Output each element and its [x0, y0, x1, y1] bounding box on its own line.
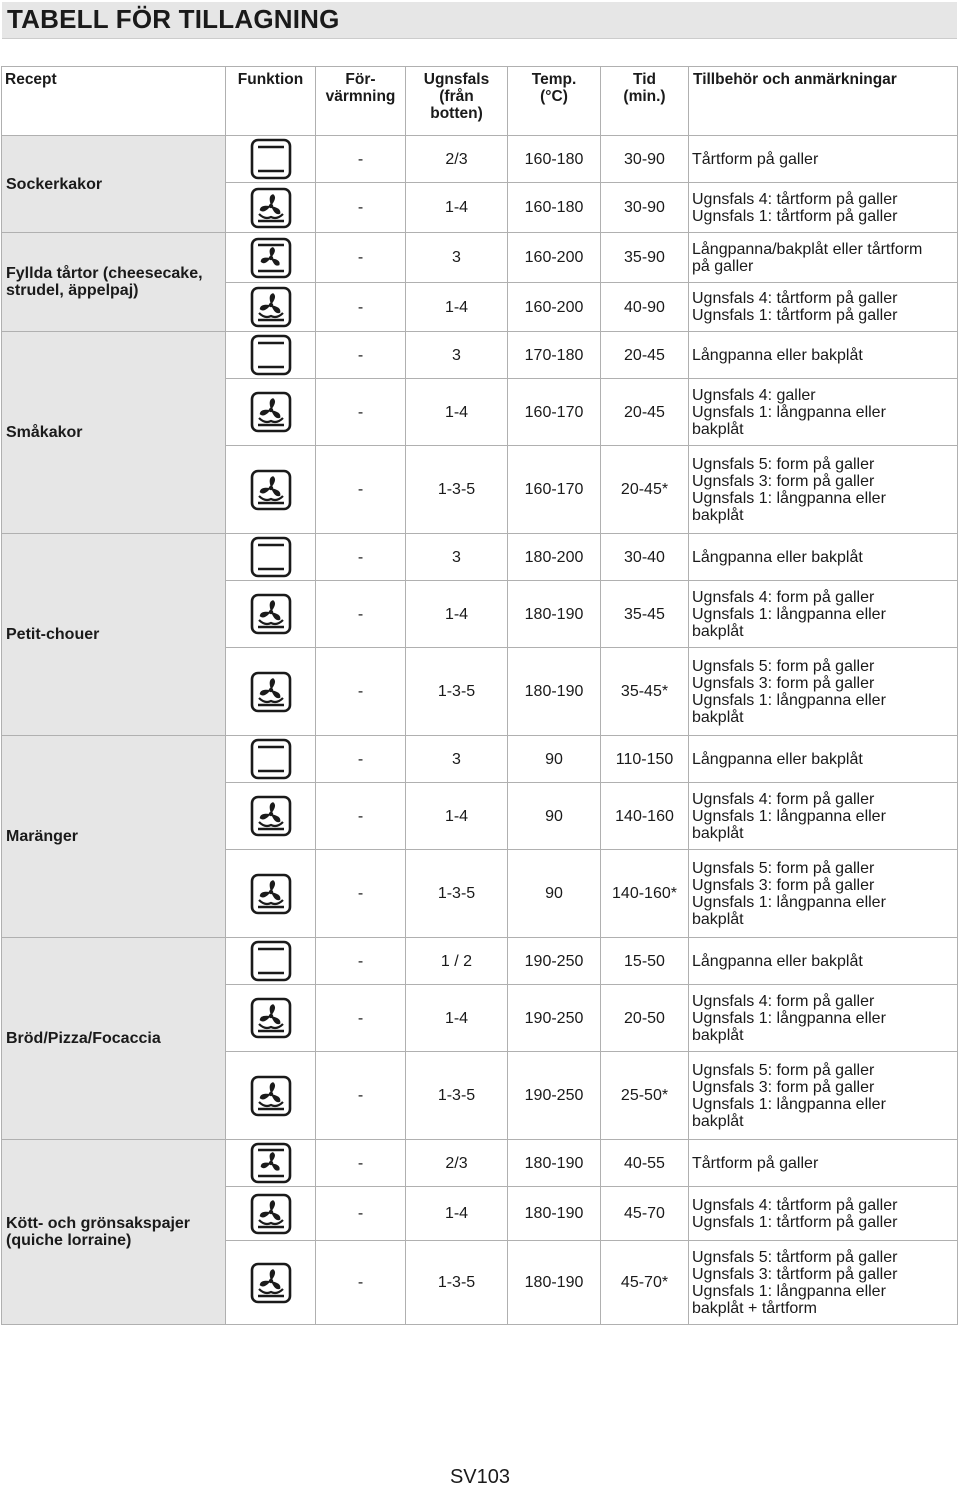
- recipe-name-line: Fyllda tårtor (cheesecake,: [6, 265, 203, 282]
- header-preheat-line: För-: [345, 71, 376, 88]
- temp-cell: 90: [508, 783, 601, 850]
- conventional-icon: [250, 940, 292, 982]
- notes-cell: [689, 136, 958, 183]
- header-preheat-line: värmning: [325, 88, 396, 105]
- preheat-cell: -: [316, 581, 406, 648]
- time-cell: 15-50: [601, 938, 689, 985]
- temp-cell: 180-190: [508, 1241, 601, 1325]
- preheat-cell: -: [316, 183, 406, 233]
- shelf-cell: 1-4: [406, 1187, 508, 1241]
- convection-icon: [250, 873, 292, 915]
- table-row: [2, 233, 958, 283]
- note-line: Ugnsfals 4: form på galler: [692, 992, 875, 1010]
- recipe-cell: [2, 1140, 226, 1325]
- function-cell: [226, 938, 316, 985]
- header-temp: [508, 67, 601, 136]
- conventional-icon: [250, 738, 292, 780]
- notes-cell: [689, 783, 958, 850]
- notes-cell: [689, 233, 958, 283]
- header-function: Funktion: [226, 67, 316, 136]
- shelf-cell: 1-4: [406, 581, 508, 648]
- recipe-cell: [2, 534, 226, 736]
- note-line: Ugnsfals 1: långpanna eller: [692, 807, 886, 825]
- time-cell: 20-50: [601, 985, 689, 1052]
- temp-cell: 190-250: [508, 1052, 601, 1140]
- convection-icon: [250, 671, 292, 713]
- header-preheat: [316, 67, 406, 136]
- note-line: bakplåt: [692, 824, 744, 842]
- recipe-cell: [2, 736, 226, 938]
- preheat-cell: -: [316, 648, 406, 736]
- notes-cell: [689, 850, 958, 938]
- function-cell: [226, 783, 316, 850]
- notes-cell: [689, 332, 958, 379]
- header-shelf-line: (från: [439, 88, 474, 105]
- temp-cell: 90: [508, 736, 601, 783]
- note-line: Ugnsfals 4: tårtform på galler: [692, 1196, 898, 1214]
- note-line: Ugnsfals 3: form på galler: [692, 674, 875, 692]
- note-line: Ugnsfals 3: form på galler: [692, 876, 875, 894]
- note-line: Långpanna eller bakplåt: [692, 750, 863, 768]
- preheat-cell: -: [316, 1241, 406, 1325]
- preheat-cell: -: [316, 1052, 406, 1140]
- recipe-name-line: Maränger: [6, 828, 79, 845]
- note-line: Ugnsfals 5: form på galler: [692, 455, 875, 473]
- note-line: Ugnsfals 1: långpanna eller: [692, 403, 886, 421]
- notes-cell: [689, 534, 958, 581]
- function-cell: [226, 183, 316, 233]
- notes-cell: [689, 648, 958, 736]
- time-cell: 140-160: [601, 783, 689, 850]
- note-line: bakplåt: [692, 622, 744, 640]
- notes-cell: [689, 183, 958, 233]
- preheat-cell: -: [316, 985, 406, 1052]
- title-bar: [2, 2, 957, 39]
- shelf-cell: 3: [406, 736, 508, 783]
- table-row: [2, 136, 958, 183]
- time-cell: 30-90: [601, 183, 689, 233]
- time-cell: 35-45*: [601, 648, 689, 736]
- note-line: Ugnsfals 1: långpanna eller: [692, 605, 886, 623]
- temp-cell: 160-200: [508, 233, 601, 283]
- header-row: [2, 67, 958, 136]
- convection-icon: [250, 795, 292, 837]
- shelf-cell: 1-3-5: [406, 1241, 508, 1325]
- function-cell: [226, 1187, 316, 1241]
- temp-cell: 160-170: [508, 379, 601, 446]
- note-line: bakplåt: [692, 1026, 744, 1044]
- preheat-cell: -: [316, 1187, 406, 1241]
- shelf-cell: 3: [406, 233, 508, 283]
- function-cell: [226, 534, 316, 581]
- preheat-cell: -: [316, 736, 406, 783]
- notes-cell: [689, 1052, 958, 1140]
- note-line: Långpanna/bakplåt eller tårtform: [692, 240, 923, 258]
- note-line: på galler: [692, 257, 754, 275]
- time-cell: 40-90: [601, 283, 689, 332]
- time-cell: 20-45: [601, 332, 689, 379]
- header-time-line: Tid: [633, 71, 656, 88]
- table-row: [2, 534, 958, 581]
- convection-icon: [250, 1262, 292, 1304]
- note-line: Tårtform på galler: [692, 150, 819, 168]
- function-cell: [226, 648, 316, 736]
- note-line: bakplåt: [692, 708, 744, 726]
- note-line: Ugnsfals 3: form på galler: [692, 1078, 875, 1096]
- cooking-table: [1, 66, 958, 1325]
- convection-icon: [250, 187, 292, 229]
- note-line: Ugnsfals 1: långpanna eller: [692, 1095, 886, 1113]
- recipe-name-line: Sockerkakor: [6, 175, 103, 193]
- notes-cell: [689, 938, 958, 985]
- notes-cell: [689, 283, 958, 332]
- recipe-name-line: strudel, äppelpaj): [6, 282, 139, 299]
- temp-cell: 180-190: [508, 1187, 601, 1241]
- note-line: Ugnsfals 1: långpanna eller: [692, 1282, 886, 1300]
- note-line: Ugnsfals 3: tårtform på galler: [692, 1265, 898, 1283]
- note-line: Ugnsfals 1: tårtform på galler: [692, 1213, 898, 1231]
- header-temp-line: Temp.: [531, 71, 577, 88]
- notes-cell: [689, 1241, 958, 1325]
- page-number: SV103: [449, 1466, 511, 1488]
- note-line: Långpanna eller bakplåt: [692, 548, 863, 566]
- note-line: Ugnsfals 4: galler: [692, 386, 816, 404]
- shelf-cell: 1-3-5: [406, 1052, 508, 1140]
- convection-icon: [250, 593, 292, 635]
- recipe-name-line: Kött- och grönsakspajer: [6, 1215, 191, 1232]
- header-time-line: (min.): [623, 88, 666, 105]
- shelf-cell: 3: [406, 534, 508, 581]
- function-cell: [226, 332, 316, 379]
- temp-cell: 180-190: [508, 648, 601, 736]
- recipe-name-line: Petit-chouer: [6, 626, 100, 643]
- note-line: Tårtform på galler: [692, 1154, 819, 1172]
- function-cell: [226, 446, 316, 534]
- temp-cell: 180-190: [508, 1140, 601, 1187]
- temp-cell: 90: [508, 850, 601, 938]
- time-cell: 45-70: [601, 1187, 689, 1241]
- shelf-cell: 1-3-5: [406, 648, 508, 736]
- function-cell: [226, 736, 316, 783]
- preheat-cell: -: [316, 233, 406, 283]
- preheat-cell: -: [316, 379, 406, 446]
- shelf-cell: 1-4: [406, 783, 508, 850]
- conventional-icon: [250, 334, 292, 376]
- temp-cell: 190-250: [508, 985, 601, 1052]
- table-row: [2, 938, 958, 985]
- recipe-name-line: Bröd/Pizza/Focaccia: [6, 1030, 161, 1047]
- conventional-icon: [250, 138, 292, 180]
- note-line: bakplåt: [692, 420, 744, 438]
- header-shelf-line: botten): [430, 105, 483, 122]
- notes-cell: [689, 1140, 958, 1187]
- header-time: [601, 67, 689, 136]
- function-cell: [226, 136, 316, 183]
- preheat-cell: -: [316, 534, 406, 581]
- header-shelf-line: Ugnsfals: [423, 71, 490, 88]
- note-line: Ugnsfals 1: tårtform på galler: [692, 207, 898, 225]
- time-cell: 30-90: [601, 136, 689, 183]
- temp-cell: 190-250: [508, 938, 601, 985]
- header-recipe: Recept: [2, 67, 226, 136]
- time-cell: 40-55: [601, 1140, 689, 1187]
- notes-cell: [689, 446, 958, 534]
- recipe-name-line: (quiche lorraine): [6, 1232, 132, 1249]
- time-cell: 20-45*: [601, 446, 689, 534]
- time-cell: 30-40: [601, 534, 689, 581]
- note-line: bakplåt + tårtform: [692, 1299, 817, 1317]
- shelf-cell: 2/3: [406, 136, 508, 183]
- fan-top-bottom-icon: [250, 237, 292, 279]
- header-shelf: [406, 67, 508, 136]
- notes-cell: [689, 736, 958, 783]
- preheat-cell: -: [316, 332, 406, 379]
- function-cell: [226, 581, 316, 648]
- preheat-cell: -: [316, 938, 406, 985]
- recipe-name-line: Småkakor: [6, 424, 83, 441]
- header-notes: Tillbehör och anmärkningar: [689, 67, 958, 136]
- note-line: Ugnsfals 1: långpanna eller: [692, 1009, 886, 1027]
- function-cell: [226, 1140, 316, 1187]
- note-line: Ugnsfals 1: långpanna eller: [692, 489, 886, 507]
- shelf-cell: 1-4: [406, 183, 508, 233]
- shelf-cell: 1-3-5: [406, 850, 508, 938]
- convection-icon: [250, 1193, 292, 1235]
- conventional-icon: [250, 536, 292, 578]
- note-line: bakplåt: [692, 1112, 744, 1130]
- notes-cell: [689, 379, 958, 446]
- note-line: Ugnsfals 3: form på galler: [692, 472, 875, 490]
- shelf-cell: 1-4: [406, 283, 508, 332]
- convection-icon: [250, 1075, 292, 1117]
- note-line: Ugnsfals 4: form på galler: [692, 790, 875, 808]
- function-cell: [226, 1052, 316, 1140]
- note-line: Ugnsfals 1: långpanna eller: [692, 691, 886, 709]
- convection-icon: [250, 391, 292, 433]
- convection-icon: [250, 469, 292, 511]
- header-temp-line: (°C): [540, 88, 568, 105]
- note-line: Ugnsfals 4: tårtform på galler: [692, 190, 898, 208]
- table-body: [2, 136, 958, 1325]
- note-line: Ugnsfals 1: tårtform på galler: [692, 307, 898, 324]
- temp-cell: 180-200: [508, 534, 601, 581]
- function-cell: [226, 233, 316, 283]
- preheat-cell: -: [316, 446, 406, 534]
- shelf-cell: 1-4: [406, 379, 508, 446]
- note-line: Ugnsfals 4: form på galler: [692, 588, 875, 606]
- table-row: [2, 736, 958, 783]
- preheat-cell: -: [316, 1140, 406, 1187]
- preheat-cell: -: [316, 850, 406, 938]
- recipe-cell: [2, 136, 226, 233]
- shelf-cell: 3: [406, 332, 508, 379]
- notes-cell: [689, 1187, 958, 1241]
- note-line: Ugnsfals 5: form på galler: [692, 859, 875, 877]
- temp-cell: 160-200: [508, 283, 601, 332]
- temp-cell: 160-180: [508, 136, 601, 183]
- time-cell: 25-50*: [601, 1052, 689, 1140]
- note-line: Ugnsfals 5: form på galler: [692, 657, 875, 675]
- table-row: [2, 332, 958, 379]
- time-cell: 20-45: [601, 379, 689, 446]
- recipe-cell: [2, 332, 226, 534]
- table-row: [2, 1140, 958, 1187]
- temp-cell: 170-180: [508, 332, 601, 379]
- function-cell: [226, 283, 316, 332]
- time-cell: 45-70*: [601, 1241, 689, 1325]
- preheat-cell: -: [316, 783, 406, 850]
- function-cell: [226, 985, 316, 1052]
- page-title: TABELL FÖR TILLAGNING: [7, 4, 340, 34]
- note-line: Ugnsfals 4: tårtform på galler: [692, 290, 898, 307]
- time-cell: 110-150: [601, 736, 689, 783]
- function-cell: [226, 850, 316, 938]
- recipe-cell: [2, 233, 226, 332]
- preheat-cell: -: [316, 136, 406, 183]
- shelf-cell: 1-4: [406, 985, 508, 1052]
- note-line: Ugnsfals 5: form på galler: [692, 1061, 875, 1079]
- function-cell: [226, 379, 316, 446]
- convection-icon: [250, 286, 292, 328]
- shelf-cell: 2/3: [406, 1140, 508, 1187]
- note-line: Ugnsfals 1: långpanna eller: [692, 893, 886, 911]
- note-line: bakplåt: [692, 506, 744, 524]
- convection-icon: [250, 997, 292, 1039]
- time-cell: 35-90: [601, 233, 689, 283]
- fan-top-bottom-icon: [250, 1142, 292, 1184]
- time-cell: 140-160*: [601, 850, 689, 938]
- temp-cell: 160-170: [508, 446, 601, 534]
- function-cell: [226, 1241, 316, 1325]
- preheat-cell: -: [316, 283, 406, 332]
- temp-cell: 160-180: [508, 183, 601, 233]
- temp-cell: 180-190: [508, 581, 601, 648]
- shelf-cell: 1-3-5: [406, 446, 508, 534]
- notes-cell: [689, 581, 958, 648]
- recipe-cell: [2, 938, 226, 1140]
- note-line: bakplåt: [692, 910, 744, 928]
- note-line: Långpanna eller bakplåt: [692, 346, 863, 364]
- notes-cell: [689, 985, 958, 1052]
- time-cell: 35-45: [601, 581, 689, 648]
- shelf-cell: 1 / 2: [406, 938, 508, 985]
- note-line: Ugnsfals 5: tårtform på galler: [692, 1248, 898, 1266]
- note-line: Långpanna eller bakplåt: [692, 952, 863, 970]
